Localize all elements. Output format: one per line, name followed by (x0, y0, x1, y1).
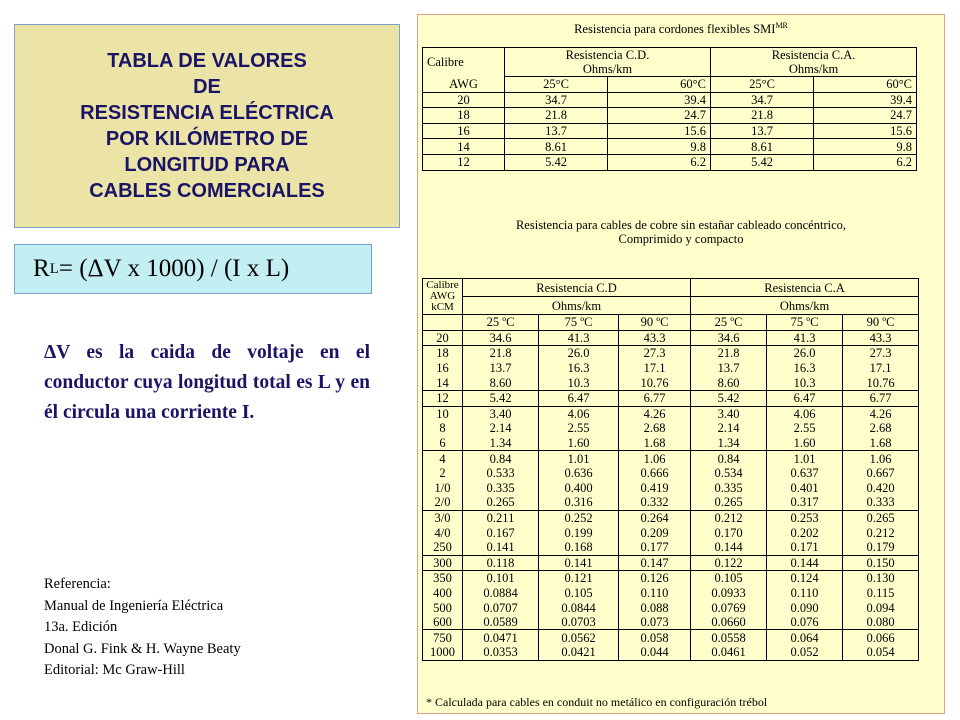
value-cell: 6.77 (843, 390, 919, 406)
table2-title (418, 218, 944, 246)
value-cell: 26.0 (539, 346, 619, 361)
value-cell: 0.636 (539, 466, 619, 481)
value-cell: 5.42 (711, 154, 814, 170)
value-cell: 13.7 (463, 361, 539, 376)
value-cell: 0.141 (463, 540, 539, 555)
table1-cd-unit: Ohms/km (582, 62, 633, 76)
title-line: LONGITUD PARA (124, 154, 290, 176)
table2-unit-row (423, 297, 919, 315)
value-cell: 0.144 (767, 555, 843, 571)
table-row (423, 600, 919, 615)
formula-r: R (33, 255, 50, 282)
gauge-cell: 12 (423, 390, 463, 406)
table-row (423, 615, 919, 630)
value-cell: 6.2 (608, 154, 711, 170)
value-cell: 0.141 (539, 555, 619, 571)
value-cell: 0.0707 (463, 600, 539, 615)
table1-title-sup: MR (775, 21, 788, 30)
value-cell: 6.47 (767, 390, 843, 406)
table1-header-row (423, 48, 917, 77)
table-row (423, 466, 919, 481)
value-cell: 8.61 (505, 139, 608, 155)
value-cell: 0.264 (619, 510, 691, 525)
reference (44, 574, 241, 682)
gauge-cell: 20 (423, 92, 505, 108)
value-cell: 0.667 (843, 466, 919, 481)
value-cell: 4.06 (767, 406, 843, 421)
value-cell: 0.0844 (539, 600, 619, 615)
value-cell: 5.42 (691, 390, 767, 406)
value-cell: 0.058 (619, 630, 691, 645)
value-cell: 8.60 (463, 375, 539, 390)
value-cell: 0.534 (691, 466, 767, 481)
table1-temp: 60°C (608, 77, 711, 93)
value-cell: 43.3 (619, 330, 691, 346)
value-cell: 9.8 (814, 139, 917, 155)
table1-awg-header: AWG (423, 77, 505, 93)
table-row (423, 571, 919, 586)
value-cell: 0.101 (463, 571, 539, 586)
value-cell: 0.144 (691, 540, 767, 555)
value-cell: 0.265 (843, 510, 919, 525)
value-cell: 1.06 (843, 451, 919, 466)
title-line: CABLES COMERCIALES (89, 180, 325, 202)
table2-temp: 75 ºC (539, 315, 619, 331)
gauge-cell: 14 (423, 375, 463, 390)
table-row (423, 510, 919, 525)
table2-cd-header: Resistencia C.D (463, 279, 691, 297)
gauge-cell: 4/0 (423, 525, 463, 540)
table2-body (423, 330, 919, 660)
value-cell: 0.0660 (691, 615, 767, 630)
title-box (14, 24, 400, 228)
title-line: TABLA DE VALORES (107, 50, 307, 72)
value-cell: 34.6 (463, 330, 539, 346)
value-cell: 0.211 (463, 510, 539, 525)
table2-ca-unit: Ohms/km (691, 297, 919, 315)
value-cell: 41.3 (539, 330, 619, 346)
value-cell: 6.77 (619, 390, 691, 406)
value-cell: 8.60 (691, 375, 767, 390)
table2-temp-row (423, 315, 919, 331)
table1-ca-header (711, 48, 917, 77)
table1-ca-unit: Ohms/km (788, 62, 839, 76)
value-cell: 1.60 (767, 436, 843, 451)
value-cell: 0.253 (767, 510, 843, 525)
value-cell: 0.170 (691, 525, 767, 540)
value-cell: 0.419 (619, 481, 691, 496)
table-row (423, 481, 919, 496)
value-cell: 6.2 (814, 154, 917, 170)
value-cell: 34.7 (711, 92, 814, 108)
gauge-cell: 18 (423, 108, 505, 124)
value-cell: 1.68 (619, 436, 691, 451)
table2-calibre-header (423, 279, 463, 315)
value-cell: 41.3 (767, 330, 843, 346)
value-cell: 0.150 (843, 555, 919, 571)
value-cell: 15.6 (814, 123, 917, 139)
formula-box (14, 244, 372, 294)
value-cell: 34.6 (691, 330, 767, 346)
value-cell: 17.1 (843, 361, 919, 376)
table-row (423, 330, 919, 346)
value-cell: 0.121 (539, 571, 619, 586)
value-cell: 26.0 (767, 346, 843, 361)
value-cell: 0.124 (767, 571, 843, 586)
table-row (423, 123, 917, 139)
value-cell: 0.073 (619, 615, 691, 630)
value-cell: 13.7 (505, 123, 608, 139)
gauge-cell: 600 (423, 615, 463, 630)
tables-panel (417, 14, 945, 714)
value-cell: 0.090 (767, 600, 843, 615)
title-line: DE (193, 76, 221, 98)
table2-title-line: Comprimido y compacto (618, 232, 744, 246)
value-cell: 0.0471 (463, 630, 539, 645)
value-cell: 0.066 (843, 630, 919, 645)
table-row (423, 154, 917, 170)
value-cell: 0.400 (539, 481, 619, 496)
value-cell: 0.335 (691, 481, 767, 496)
gauge-cell: 4 (423, 451, 463, 466)
table-row (423, 436, 919, 451)
flexible-cord-table (422, 47, 917, 171)
gauge-cell: 1000 (423, 645, 463, 660)
table-row (423, 645, 919, 660)
reference-line: Manual de Ingeniería Eléctrica (44, 597, 224, 614)
value-cell: 1.01 (767, 451, 843, 466)
value-cell: 0.110 (619, 586, 691, 601)
value-cell: 0.212 (691, 510, 767, 525)
table2-cd-unit: Ohms/km (463, 297, 691, 315)
value-cell: 0.0769 (691, 600, 767, 615)
value-cell: 5.42 (505, 154, 608, 170)
concentric-cable-table (422, 278, 919, 661)
table2-empty-cell (423, 315, 463, 331)
gauge-cell: 8 (423, 421, 463, 436)
value-cell: 0.0703 (539, 615, 619, 630)
gauge-cell: 350 (423, 571, 463, 586)
value-cell: 0.179 (843, 540, 919, 555)
value-cell: 2.14 (691, 421, 767, 436)
table1-cd-label: Resistencia C.D. (565, 48, 650, 62)
value-cell: 0.147 (619, 555, 691, 571)
value-cell: 39.4 (608, 92, 711, 108)
value-cell: 8.61 (711, 139, 814, 155)
value-cell: 10.76 (843, 375, 919, 390)
gauge-cell: 1/0 (423, 481, 463, 496)
table2-temp: 25 ºC (463, 315, 539, 331)
value-cell: 39.4 (814, 92, 917, 108)
gauge-cell: 300 (423, 555, 463, 571)
value-cell: 2.14 (463, 421, 539, 436)
formula-subscript: L (49, 260, 59, 277)
value-cell: 0.265 (691, 495, 767, 510)
value-cell: 0.666 (619, 466, 691, 481)
value-cell: 0.110 (767, 586, 843, 601)
value-cell: 0.332 (619, 495, 691, 510)
table-row (423, 139, 917, 155)
table1-temp: 60°C (814, 77, 917, 93)
gauge-cell: 10 (423, 406, 463, 421)
table-row (423, 390, 919, 406)
value-cell: 0.209 (619, 525, 691, 540)
gauge-cell: 14 (423, 139, 505, 155)
reference-line: Editorial: Mc Graw-Hill (44, 662, 185, 678)
value-cell: 21.8 (463, 346, 539, 361)
value-cell: 1.34 (691, 436, 767, 451)
gauge-cell: 400 (423, 586, 463, 601)
value-cell: 1.06 (619, 451, 691, 466)
table2-note: * Calculada para cables en conduit no metálico en configuración trébol (426, 695, 768, 709)
value-cell: 13.7 (711, 123, 814, 139)
table1-title-text: Resistencia para cordones flexibles SMI (574, 22, 776, 37)
value-cell: 0.064 (767, 630, 843, 645)
title-line: RESISTENCIA ELÉCTRICA (80, 102, 334, 124)
value-cell: 2.68 (619, 421, 691, 436)
value-cell: 0.212 (843, 525, 919, 540)
table-row (423, 451, 919, 466)
value-cell: 0.265 (463, 495, 539, 510)
value-cell: 0.0589 (463, 615, 539, 630)
value-cell: 1.34 (463, 436, 539, 451)
table2-awg-label: AWG (429, 290, 456, 302)
value-cell: 0.076 (767, 615, 843, 630)
value-cell: 0.080 (843, 615, 919, 630)
formula-rest: = (ΔV x 1000) / (I x L) (58, 255, 290, 282)
table-row (423, 346, 919, 361)
value-cell: 0.533 (463, 466, 539, 481)
value-cell: 0.177 (619, 540, 691, 555)
value-cell: 5.42 (463, 390, 539, 406)
value-cell: 0.122 (691, 555, 767, 571)
value-cell: 0.84 (463, 451, 539, 466)
table1-calibre-header: Calibre (423, 48, 505, 77)
value-cell: 0.637 (767, 466, 843, 481)
value-cell: 9.8 (608, 139, 711, 155)
description: ΔV es la caida de voltaje en el conductor cuya longitud total es L y en él circula una corriente I. (44, 342, 370, 423)
table1-title (418, 19, 944, 36)
table-row (423, 421, 919, 436)
value-cell: 0.168 (539, 540, 619, 555)
value-cell: 0.088 (619, 600, 691, 615)
value-cell: 10.3 (767, 375, 843, 390)
table2-temp: 90 ºC (619, 315, 691, 331)
value-cell: 0.0558 (691, 630, 767, 645)
table1-body (423, 92, 917, 170)
value-cell: 27.3 (619, 346, 691, 361)
gauge-cell: 16 (423, 361, 463, 376)
value-cell: 0.420 (843, 481, 919, 496)
value-cell: 16.3 (767, 361, 843, 376)
value-cell: 0.130 (843, 571, 919, 586)
value-cell: 0.316 (539, 495, 619, 510)
value-cell: 43.3 (843, 330, 919, 346)
value-cell: 24.7 (814, 108, 917, 124)
value-cell: 4.26 (619, 406, 691, 421)
table2-ca-header: Resistencia C.A (691, 279, 919, 297)
value-cell: 0.094 (843, 600, 919, 615)
value-cell: 2.55 (539, 421, 619, 436)
table1-temp-row (423, 77, 917, 93)
value-cell: 21.8 (505, 108, 608, 124)
value-cell: 0.335 (463, 481, 539, 496)
reference-line: Donal G. Fink & H. Wayne Beaty (44, 640, 241, 657)
value-cell: 21.8 (711, 108, 814, 124)
value-cell: 0.0884 (463, 586, 539, 601)
gauge-cell: 12 (423, 154, 505, 170)
gauge-cell: 3/0 (423, 510, 463, 525)
value-cell: 0.333 (843, 495, 919, 510)
value-cell: 0.171 (767, 540, 843, 555)
table-row (423, 495, 919, 510)
value-cell: 0.0562 (539, 630, 619, 645)
value-cell: 0.199 (539, 525, 619, 540)
table-row (423, 525, 919, 540)
value-cell: 0.0933 (691, 586, 767, 601)
gauge-cell: 500 (423, 600, 463, 615)
table-row (423, 108, 917, 124)
table1-temp: 25°C (505, 77, 608, 93)
value-cell: 0.317 (767, 495, 843, 510)
value-cell: 0.0461 (691, 645, 767, 660)
table2-header-row (423, 279, 919, 297)
gauge-cell: 6 (423, 436, 463, 451)
value-cell: 3.40 (691, 406, 767, 421)
value-cell: 0.044 (619, 645, 691, 660)
table-row (423, 375, 919, 390)
value-cell: 13.7 (691, 361, 767, 376)
value-cell: 0.84 (691, 451, 767, 466)
value-cell: 1.68 (843, 436, 919, 451)
value-cell: 34.7 (505, 92, 608, 108)
value-cell: 2.68 (843, 421, 919, 436)
value-cell: 15.6 (608, 123, 711, 139)
value-cell: 21.8 (691, 346, 767, 361)
value-cell: 1.60 (539, 436, 619, 451)
gauge-cell: 2 (423, 466, 463, 481)
table1-cd-header (505, 48, 711, 77)
reference-line: 13a. Edición (44, 619, 118, 635)
table2-temp: 25 ºC (691, 315, 767, 331)
table-row (423, 630, 919, 645)
value-cell: 0.401 (767, 481, 843, 496)
reference-line: Referencia: (44, 576, 111, 592)
gauge-cell: 20 (423, 330, 463, 346)
table2-title-line: Resistencia para cables de cobre sin estañar cableado concéntrico, (515, 218, 847, 232)
value-cell: 0.105 (691, 571, 767, 586)
table1-temp: 25°C (711, 77, 814, 93)
value-cell: 0.054 (843, 645, 919, 660)
table2-calibre-label: Calibre (426, 279, 459, 291)
value-cell: 0.105 (539, 586, 619, 601)
gauge-cell: 750 (423, 630, 463, 645)
table-row (423, 555, 919, 571)
value-cell: 0.115 (843, 586, 919, 601)
value-cell: 0.052 (767, 645, 843, 660)
value-cell: 0.167 (463, 525, 539, 540)
gauge-cell: 16 (423, 123, 505, 139)
value-cell: 1.01 (539, 451, 619, 466)
table2-temp: 75 ºC (767, 315, 843, 331)
value-cell: 10.3 (539, 375, 619, 390)
value-cell: 27.3 (843, 346, 919, 361)
value-cell: 0.126 (619, 571, 691, 586)
value-cell: 6.47 (539, 390, 619, 406)
value-cell: 0.118 (463, 555, 539, 571)
table-row (423, 406, 919, 421)
value-cell: 10.76 (619, 375, 691, 390)
gauge-cell: 2/0 (423, 495, 463, 510)
value-cell: 2.55 (767, 421, 843, 436)
value-cell: 0.0353 (463, 645, 539, 660)
table-row (423, 586, 919, 601)
value-cell: 0.252 (539, 510, 619, 525)
value-cell: 4.26 (843, 406, 919, 421)
value-cell: 24.7 (608, 108, 711, 124)
title-line: POR KILÓMETRO DE (105, 128, 309, 150)
gauge-cell: 250 (423, 540, 463, 555)
table1-ca-label: Resistencia C.A. (771, 48, 856, 62)
value-cell: 0.202 (767, 525, 843, 540)
value-cell: 0.0421 (539, 645, 619, 660)
value-cell: 17.1 (619, 361, 691, 376)
value-cell: 4.06 (539, 406, 619, 421)
value-cell: 3.40 (463, 406, 539, 421)
table2-kcm-label: kCM (431, 301, 454, 313)
table-row (423, 361, 919, 376)
table-row (423, 540, 919, 555)
gauge-cell: 18 (423, 346, 463, 361)
value-cell: 16.3 (539, 361, 619, 376)
table2-temp: 90 ºC (843, 315, 919, 331)
table-row (423, 92, 917, 108)
